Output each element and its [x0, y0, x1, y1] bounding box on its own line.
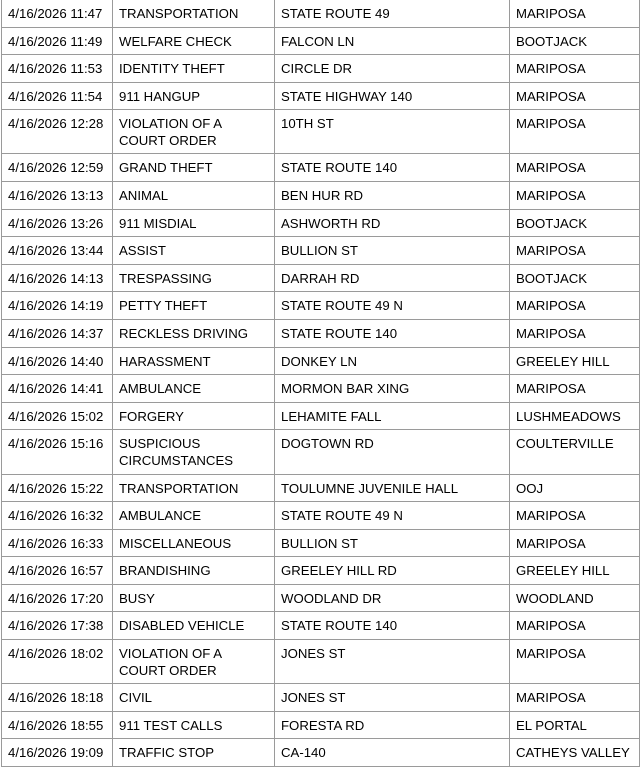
cell-area: BOOTJACK — [510, 27, 640, 55]
cell-area: LUSHMEADOWS — [510, 402, 640, 430]
cell-datetime: 4/16/2026 14:37 — [2, 320, 113, 348]
cell-location: 10TH ST — [275, 110, 510, 154]
table-row — [2, 320, 640, 348]
cell-area: MARIPOSA — [510, 292, 640, 320]
cell-datetime: 4/16/2026 15:02 — [2, 402, 113, 430]
cell-area: EL PORTAL — [510, 711, 640, 739]
table-row — [2, 110, 640, 154]
table-row — [2, 529, 640, 557]
cell-call-type: HARASSMENT — [113, 347, 275, 375]
cell-area: WOODLAND — [510, 584, 640, 612]
cell-call-type: CIVIL — [113, 684, 275, 712]
table-row — [2, 55, 640, 83]
table-row — [2, 27, 640, 55]
cell-location: BULLION ST — [275, 529, 510, 557]
cell-area: GREELEY HILL — [510, 557, 640, 585]
cell-location: FALCON LN — [275, 27, 510, 55]
cell-call-type: TRANSPORTATION — [113, 0, 275, 27]
table-row — [2, 209, 640, 237]
cell-datetime: 4/16/2026 14:40 — [2, 347, 113, 375]
cell-location: BULLION ST — [275, 237, 510, 265]
cell-datetime: 4/16/2026 19:09 — [2, 739, 113, 767]
cell-area: BOOTJACK — [510, 209, 640, 237]
cell-call-type: ANIMAL — [113, 182, 275, 210]
cell-call-type: WELFARE CHECK — [113, 27, 275, 55]
cell-area: GREELEY HILL — [510, 347, 640, 375]
cell-area: MARIPOSA — [510, 684, 640, 712]
table-row — [2, 375, 640, 403]
cell-datetime: 4/16/2026 16:32 — [2, 502, 113, 530]
cell-location: ASHWORTH RD — [275, 209, 510, 237]
cell-location: STATE ROUTE 140 — [275, 320, 510, 348]
cell-call-type: 911 HANGUP — [113, 82, 275, 110]
cell-area: OOJ — [510, 474, 640, 502]
cell-call-type: AMBULANCE — [113, 375, 275, 403]
cell-call-type: TRAFFIC STOP — [113, 739, 275, 767]
cell-location: WOODLAND DR — [275, 584, 510, 612]
cell-datetime: 4/16/2026 12:28 — [2, 110, 113, 154]
cell-area: MARIPOSA — [510, 375, 640, 403]
cell-location: STATE ROUTE 140 — [275, 612, 510, 640]
cell-area: MARIPOSA — [510, 320, 640, 348]
table-row — [2, 502, 640, 530]
cell-call-type: 911 MISDIAL — [113, 209, 275, 237]
cell-location: CA-140 — [275, 739, 510, 767]
cell-call-type: BRANDISHING — [113, 557, 275, 585]
cell-datetime: 4/16/2026 18:55 — [2, 711, 113, 739]
cell-area: MARIPOSA — [510, 0, 640, 27]
cell-datetime: 4/16/2026 15:22 — [2, 474, 113, 502]
cell-call-type: RECKLESS DRIVING — [113, 320, 275, 348]
cell-call-type: FORGERY — [113, 402, 275, 430]
table-row — [2, 292, 640, 320]
table-row — [2, 474, 640, 502]
cell-datetime: 4/16/2026 13:26 — [2, 209, 113, 237]
cell-area: MARIPOSA — [510, 110, 640, 154]
call-log-body — [2, 0, 640, 766]
cell-area: MARIPOSA — [510, 55, 640, 83]
cell-area: MARIPOSA — [510, 502, 640, 530]
cell-call-type: ASSIST — [113, 237, 275, 265]
cell-call-type: VIOLATION OF A COURT ORDER — [113, 640, 275, 684]
table-row — [2, 711, 640, 739]
cell-datetime: 4/16/2026 15:16 — [2, 430, 113, 474]
cell-call-type: IDENTITY THEFT — [113, 55, 275, 83]
cell-location: STATE HIGHWAY 140 — [275, 82, 510, 110]
cell-location: CIRCLE DR — [275, 55, 510, 83]
table-row — [2, 347, 640, 375]
table-row — [2, 402, 640, 430]
cell-location: BEN HUR RD — [275, 182, 510, 210]
cell-area: MARIPOSA — [510, 82, 640, 110]
cell-location: JONES ST — [275, 640, 510, 684]
table-row — [2, 739, 640, 767]
table-row — [2, 584, 640, 612]
cell-location: STATE ROUTE 49 — [275, 0, 510, 27]
cell-datetime: 4/16/2026 18:18 — [2, 684, 113, 712]
cell-datetime: 4/16/2026 16:33 — [2, 529, 113, 557]
cell-location: DARRAH RD — [275, 264, 510, 292]
table-row — [2, 82, 640, 110]
table-row — [2, 0, 640, 27]
cell-location: STATE ROUTE 140 — [275, 154, 510, 182]
cell-datetime: 4/16/2026 14:13 — [2, 264, 113, 292]
cell-call-type: DISABLED VEHICLE — [113, 612, 275, 640]
cell-call-type: VIOLATION OF A COURT ORDER — [113, 110, 275, 154]
table-row — [2, 640, 640, 684]
cell-area: MARIPOSA — [510, 154, 640, 182]
cell-datetime: 4/16/2026 11:54 — [2, 82, 113, 110]
table-row — [2, 430, 640, 474]
cell-datetime: 4/16/2026 18:02 — [2, 640, 113, 684]
table-row — [2, 557, 640, 585]
cell-area: CATHEYS VALLEY — [510, 739, 640, 767]
cell-area: MARIPOSA — [510, 640, 640, 684]
cell-location: MORMON BAR XING — [275, 375, 510, 403]
cell-datetime: 4/16/2026 13:44 — [2, 237, 113, 265]
table-row — [2, 154, 640, 182]
cell-location: STATE ROUTE 49 N — [275, 502, 510, 530]
cell-location: JONES ST — [275, 684, 510, 712]
cell-location: GREELEY HILL RD — [275, 557, 510, 585]
cell-datetime: 4/16/2026 17:38 — [2, 612, 113, 640]
cell-location: DONKEY LN — [275, 347, 510, 375]
table-row — [2, 684, 640, 712]
cell-location: STATE ROUTE 49 N — [275, 292, 510, 320]
cell-call-type: SUSPICIOUS CIRCUMSTANCES — [113, 430, 275, 474]
cell-call-type: AMBULANCE — [113, 502, 275, 530]
cell-datetime: 4/16/2026 17:20 — [2, 584, 113, 612]
table-row — [2, 182, 640, 210]
cell-datetime: 4/16/2026 11:49 — [2, 27, 113, 55]
cell-datetime: 4/16/2026 16:57 — [2, 557, 113, 585]
cell-location: DOGTOWN RD — [275, 430, 510, 474]
cell-call-type: TRANSPORTATION — [113, 474, 275, 502]
table-row — [2, 612, 640, 640]
cell-area: MARIPOSA — [510, 612, 640, 640]
cell-location: FORESTA RD — [275, 711, 510, 739]
cell-area: BOOTJACK — [510, 264, 640, 292]
table-row — [2, 237, 640, 265]
cell-datetime: 4/16/2026 14:41 — [2, 375, 113, 403]
table-row — [2, 264, 640, 292]
cell-call-type: PETTY THEFT — [113, 292, 275, 320]
cell-datetime: 4/16/2026 11:53 — [2, 55, 113, 83]
cell-call-type: TRESPASSING — [113, 264, 275, 292]
cell-datetime: 4/16/2026 13:13 — [2, 182, 113, 210]
cell-datetime: 4/16/2026 14:19 — [2, 292, 113, 320]
cell-area: MARIPOSA — [510, 237, 640, 265]
cell-datetime: 4/16/2026 12:59 — [2, 154, 113, 182]
cell-location: LEHAMITE FALL — [275, 402, 510, 430]
cell-call-type: 911 TEST CALLS — [113, 711, 275, 739]
cell-area: MARIPOSA — [510, 529, 640, 557]
cell-datetime: 4/16/2026 11:47 — [2, 0, 113, 27]
call-log-table — [1, 0, 640, 767]
cell-area: COULTERVILLE — [510, 430, 640, 474]
cell-call-type: MISCELLANEOUS — [113, 529, 275, 557]
cell-call-type: BUSY — [113, 584, 275, 612]
cell-call-type: GRAND THEFT — [113, 154, 275, 182]
cell-location: TOULUMNE JUVENILE HALL — [275, 474, 510, 502]
cell-area: MARIPOSA — [510, 182, 640, 210]
